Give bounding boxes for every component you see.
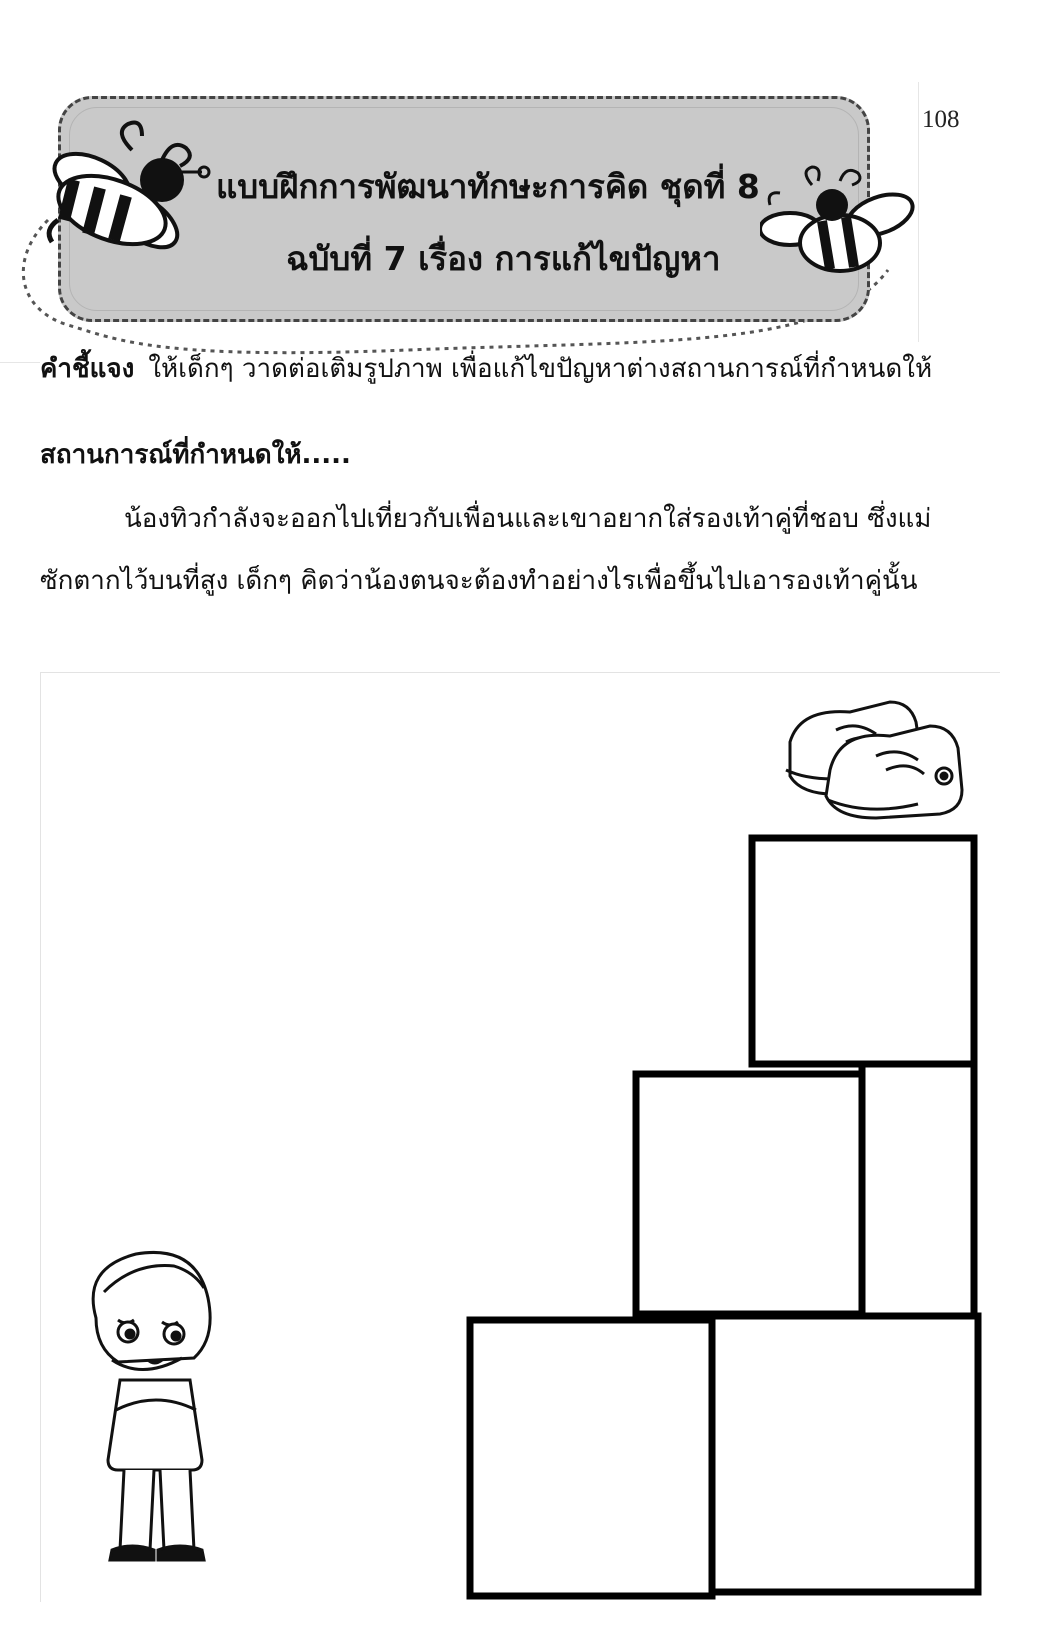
story-line: น้องทิวกำลังจะออกไปเที่ยวกับเพื่อนและเขาอยากใส่รองเท้าคู่ที่ชอบ ซึ่งแม่ <box>124 504 932 534</box>
box-top <box>752 838 974 1064</box>
box-middle <box>636 1074 862 1314</box>
instructions-label: คำชี้แจง <box>40 354 135 384</box>
story-line: ซักตากไว้บนที่สูง เด็กๆ คิดว่าน้องตนจะต้องทำอย่างไรเพื่อขึ้นไปเอารองเท้าคู่นั้น <box>40 566 918 596</box>
box-bottom-left <box>470 1320 712 1596</box>
box-bottom-right <box>712 1316 978 1592</box>
child-icon <box>93 1252 210 1560</box>
sneakers-icon <box>786 702 962 818</box>
instructions-text: ให้เด็กๆ วาดต่อเติมรูปภาพ เพื่อแก้ไขปัญหาต่างสถานการณ์ที่กำหนดให้ <box>148 354 933 384</box>
situation-heading: สถานการณ์ที่กำหนดให้..... <box>40 440 351 470</box>
page-title: แบบฝึกการพัฒนาทักษะการคิด ชุดที่ 8 <box>216 167 760 206</box>
page-subtitle: ฉบับที่ 7 เรื่อง การแก้ไขปัญหา <box>286 239 721 278</box>
box-middle-right <box>862 1064 974 1316</box>
page-number: 108 <box>922 106 960 133</box>
